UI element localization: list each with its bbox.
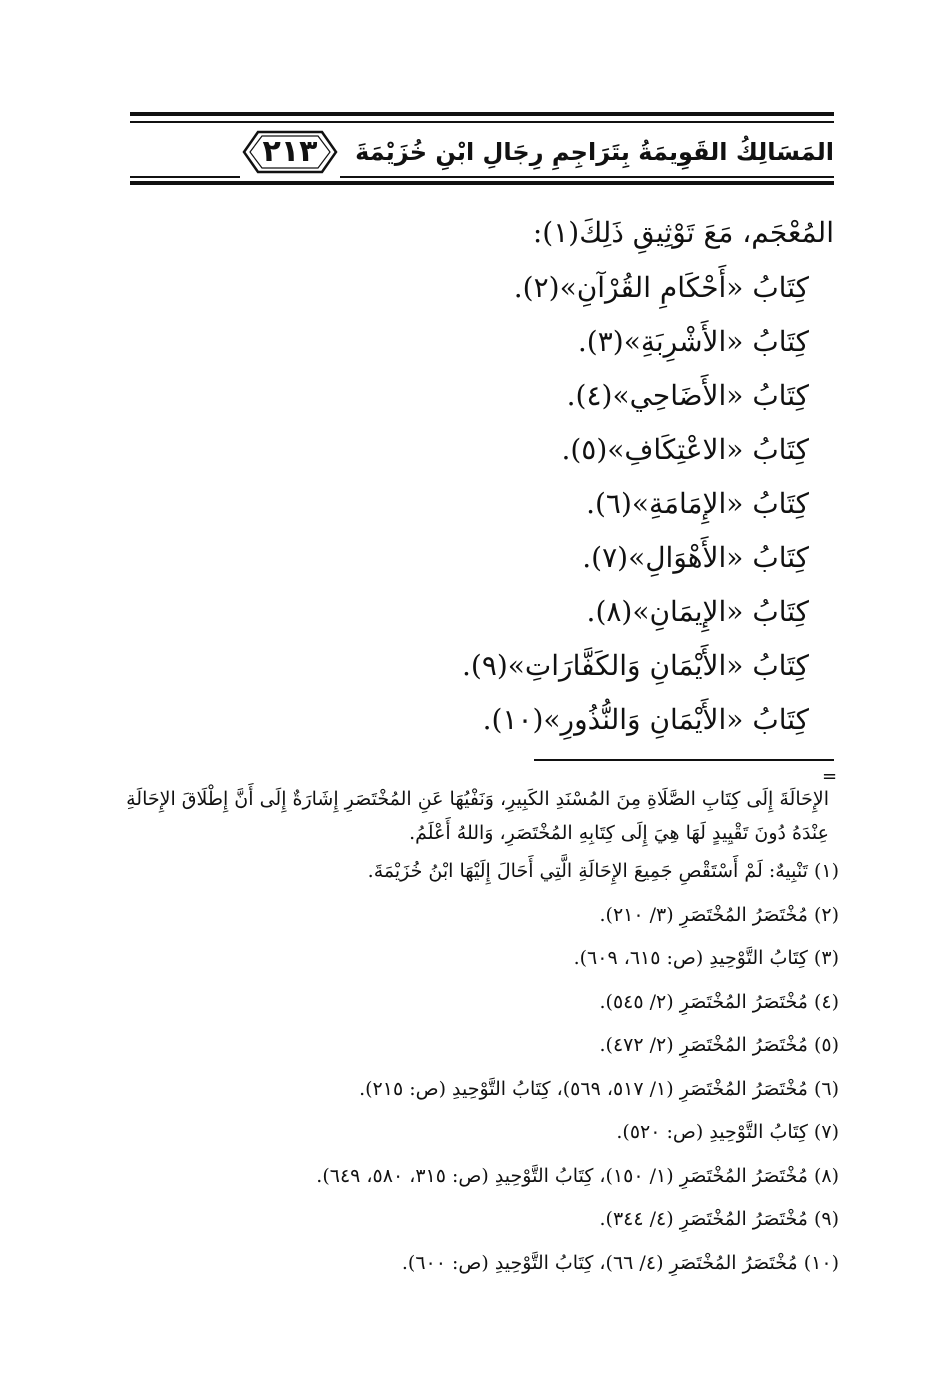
book-item: كِتَابُ «أَحْكَامِ القُرْآنِ»(٢).	[513, 271, 809, 304]
continuation-mark: =	[822, 766, 838, 787]
running-title: المَسَالِكُ القَوِيمَةُ بِتَرَاجِمِ رِجَالِ ابْنِ خُزَيْمَةَ	[355, 138, 834, 166]
footnote-item: (٣) كِتَابُ التَّوْحِيدِ (ص: ٦١٥، ٦٠٩).	[573, 947, 839, 969]
header-rule-bottom-thick	[130, 181, 834, 185]
book-item: كِتَابُ «الأَيْمَانِ وَالنُّذُورِ»(١٠).	[482, 703, 809, 736]
footnote-item: (٥) مُخْتَصَرُ المُخْتَصَرِ (٢/ ٤٧٢).	[599, 1034, 839, 1056]
header-rule-bottom-thin	[130, 176, 834, 178]
book-item: كِتَابُ «الإِمَامَةِ»(٦).	[586, 487, 809, 520]
footnote-item: (٨) مُخْتَصَرُ المُخْتَصَرِ (١/ ١٥٠)، كِتَابُ التَّوْحِيدِ (ص: ٣١٥، ٥٨٠، ٦٤٩).	[316, 1164, 839, 1187]
intro-line: المُعْجَم، مَعَ تَوْثِيقِ ذَلِكَ(١):	[532, 216, 834, 249]
footnote-item: (١٠) مُخْتَصَرُ المُخْتَصَرِ (٤/ ٦٦)، كِتَابُ التَّوْحِيدِ (ص: ٦٠٠).	[401, 1251, 839, 1274]
book-item: كِتَابُ «الإِيمَانِ»(٨).	[586, 595, 809, 628]
footnote-continuation: الإِحَالَةَ إِلَى كِتَابِ الصَّلَاةِ مِنَ المُسْنَدِ الكَبِيرِ، وَنَفْيُهَا عَنِ المُخْتَصَرِ إِشَارَةٌ إِلَى أَنَّ إِطْلَاقَ الإِحَالَةِ عِنْدَهُ دُونَ تَقْيِيدٍ لَهَا هِيَ إِلَى كِتَابِهِ المُخْتَصَرِ، وَاللهُ أَعْلَمُ.	[126, 788, 829, 844]
book-item: كِتَابُ «الأَشْرِبَةِ»(٣).	[577, 325, 809, 358]
footnote-item: (٩) مُخْتَصَرُ المُخْتَصَرِ (٤/ ٣٤٤).	[599, 1208, 839, 1230]
footnote-item: (٧) كِتَابُ التَّوْحِيدِ (ص: ٥٢٠).	[616, 1121, 839, 1143]
header-rule-top-thin	[130, 121, 834, 123]
footnote-item: (٦) مُخْتَصَرُ المُخْتَصَرِ (١/ ٥١٧، ٥٦٩)، كِتَابُ التَّوْحِيدِ (ص: ٢١٥).	[359, 1077, 839, 1100]
main-text	[134, 205, 834, 747]
book-item: كِتَابُ «الأَهْوَالِ»(٧).	[582, 541, 809, 574]
book-item: كِتَابُ «الأَيْمَانِ وَالكَفَّارَاتِ»(٩).	[461, 649, 809, 682]
footnote-item: (١) تَنْبِيهٌ: لَمْ أَسْتَقْصِ جَمِيعَ الإِحَالَةِ الَّتِي أَحَالَ إِلَيْهَا ابْنُ خُزَيْمَةَ.	[367, 860, 839, 882]
book-list	[134, 261, 834, 747]
header-rule-top-thick	[130, 112, 834, 116]
footnote-separator	[534, 759, 834, 761]
book-item: كِتَابُ «الأَضَاحِي»(٤).	[566, 379, 809, 412]
footnotes	[109, 782, 839, 1285]
page-number-badge	[240, 124, 340, 180]
page-number: ٢١٣	[262, 134, 318, 169]
footnote-item: (٢) مُخْتَصَرُ المُخْتَصَرِ (٣/ ٢١٠).	[599, 903, 839, 926]
book-item: كِتَابُ «الاعْتِكَافِ»(٥).	[561, 433, 809, 466]
footnote-list	[109, 850, 839, 1285]
footnote-item: (٤) مُخْتَصَرُ المُخْتَصَرِ (٢/ ٥٤٥).	[599, 990, 839, 1013]
